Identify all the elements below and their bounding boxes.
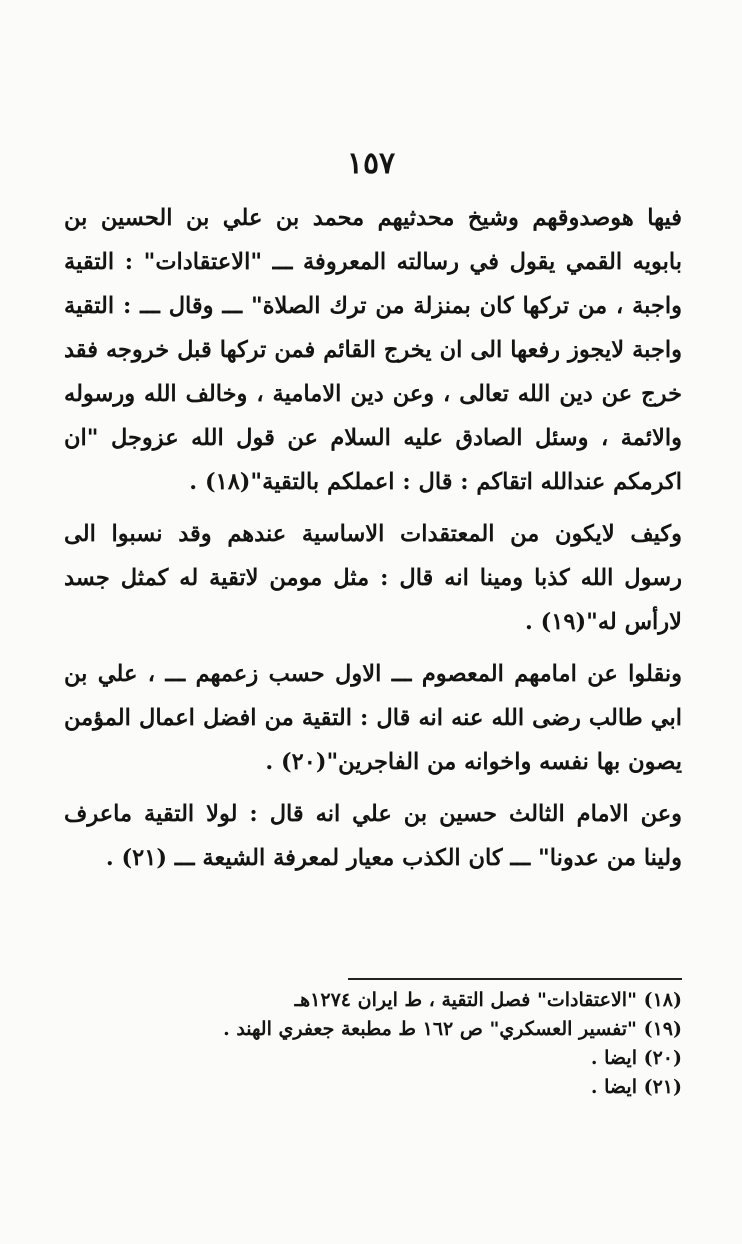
footnote-20: (٢٠) ايضا . (590, 1047, 682, 1069)
paragraph-4: وعن الامام الثالث حسين بن علي انه قال : لولا التقية ماعرف ولينا من عدونا" ـــ كان الكذب معيار لمعرفة الشيعة ـــ (٢١) . (64, 801, 682, 871)
paragraph-3: ونقلوا عن امامهم المعصوم ـــ الاول حسب زعمهم ـــ ، علي بن ابي طالب رضى الله عنه انه قال : التقية من افضل اعمال المؤمن يصون بها نفسه واخوانه من الفاجرين"(٢٠) . (64, 661, 682, 775)
footnotes (64, 986, 682, 1102)
footnote-divider (348, 978, 682, 980)
body-text (64, 196, 682, 880)
page-number: ١٥٧ (346, 146, 396, 181)
paragraph-2: وكيف لايكون من المعتقدات الاساسية عندهم وقد نسبوا الى رسول الله كذبا ومينا انه قال : مثل مومن لاتقية له كمثل جسد لارأس له"(١٩) . (64, 521, 682, 635)
footnote-18: (١٨) "الاعتقادات" فصل التقية ، ط ايران ١٢٧٤هـ (294, 989, 682, 1011)
paragraph-1: فيها هوصدوقهم وشيخ محدثيهم محمد بن علي بن الحسين بن بابويه القمي يقول في رسالته المعروفة ـــ "الاعتقادات" : التقية واجبة ، من تركها كان بمنزلة من ترك الصلاة" ـــ وقال ـــ : التقية واجبة لايجوز رفعها الى ان يخرج القائم فمن تركها قبل خروجه فقد خرج عن دين الله تعالى ، وعن دين الامامية ، وخالف الله ورسوله والائمة ، وسئل الصادق عليه السلام عن قول الله عزوجل "ان اكرمكم عندالله اتقاكم : قال : اعملكم بالتقية"(١٨) . (64, 205, 682, 495)
footnote-19: (١٩) "تفسير العسكري" ص ١٦٢ ط مطبعة جعفري الهند . (223, 1018, 682, 1040)
footnote-21: (٢١) ايضا . (590, 1076, 682, 1098)
